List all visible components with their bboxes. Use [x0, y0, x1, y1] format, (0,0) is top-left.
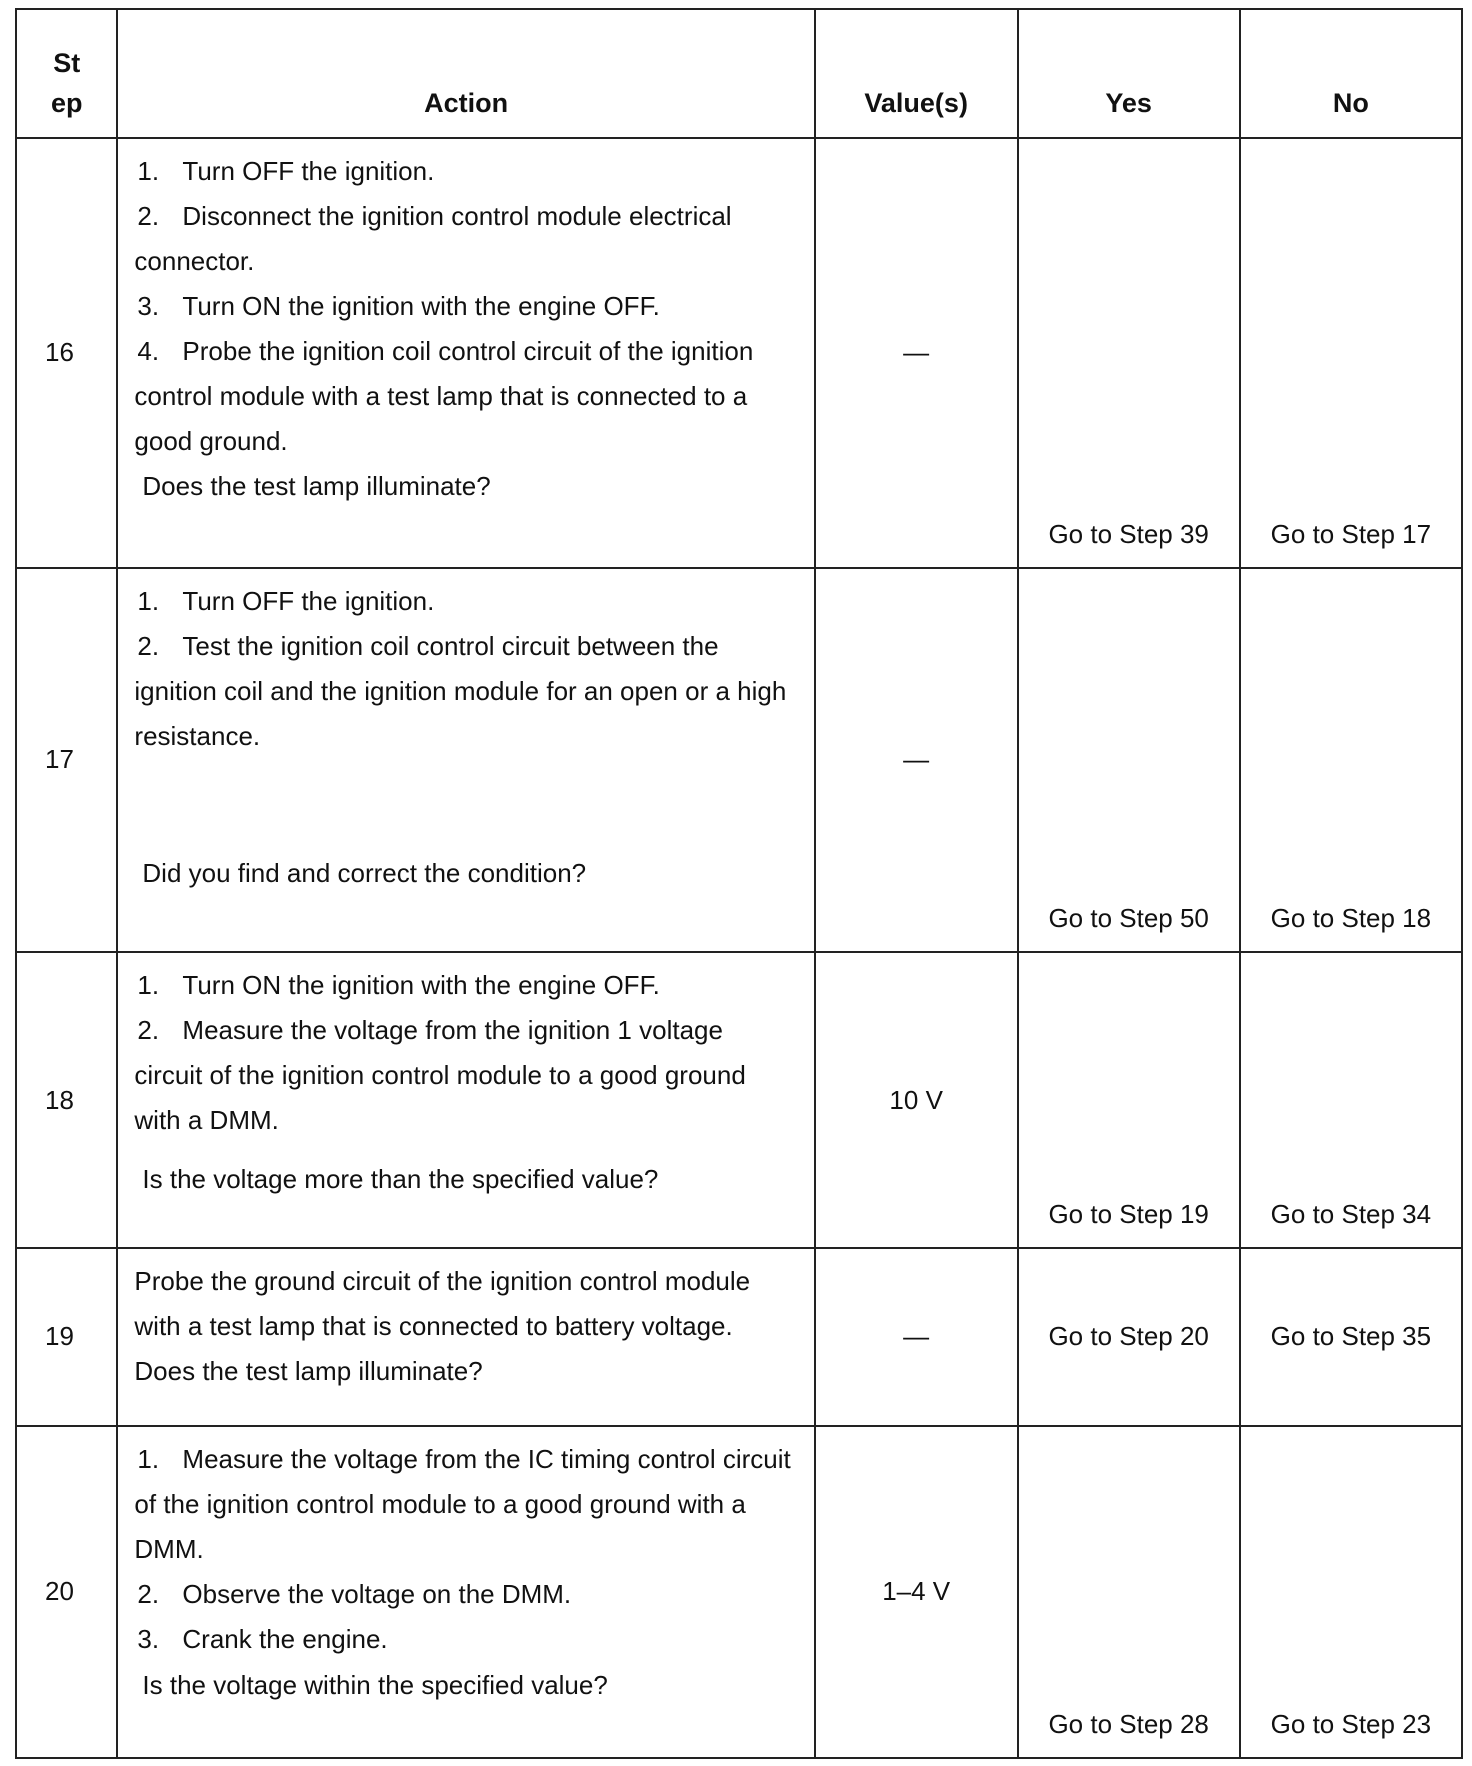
table-row	[16, 568, 1462, 952]
yes-go-to-step: Go to Step 50	[1018, 568, 1240, 952]
action-item: 1. Measure the voltage from the IC timing control circuit of the ignition control module to a good ground with a DMM.	[134, 1443, 791, 1564]
yes-go-to-step: Go to Step 20	[1018, 1248, 1240, 1425]
table-row	[16, 1426, 1462, 1758]
action-question: Does the test lamp illuminate?	[142, 471, 491, 501]
action-text: Probe the ground circuit of the ignition control module with a test lamp that is connected to battery voltage. Does the test lamp illuminate?	[134, 1266, 751, 1387]
action-list	[134, 1437, 797, 1662]
header-values: Value(s)	[815, 9, 1018, 138]
action-item: 2. Observe the voltage on the DMM.	[137, 1578, 572, 1609]
diagnostic-table	[15, 8, 1463, 1759]
header-step-line2: ep	[50, 88, 83, 118]
no-go-to-step: Go to Step 23	[1240, 1426, 1462, 1758]
header-no: No	[1240, 9, 1462, 138]
action-item: 1. Turn OFF the ignition.	[137, 156, 435, 186]
action-cell	[117, 1248, 814, 1425]
value-cell: 1–4 V	[815, 1426, 1018, 1758]
value-cell: —	[815, 138, 1018, 568]
yes-go-to-step: Go to Step 28	[1018, 1426, 1240, 1758]
no-go-to-step: Go to Step 35	[1240, 1248, 1462, 1425]
action-cell	[117, 138, 814, 568]
action-list	[134, 579, 797, 759]
action-item: 3. Turn ON the ignition with the engine OFF.	[137, 291, 660, 321]
step-number: 20	[16, 1426, 117, 1758]
action-cell	[117, 568, 814, 952]
header-step	[16, 9, 117, 138]
table-row	[16, 1248, 1462, 1425]
no-go-to-step: Go to Step 34	[1240, 952, 1462, 1248]
action-item: 1. Turn ON the ignition with the engine OFF.	[137, 969, 660, 1000]
action-question: Did you find and correct the condition?	[142, 857, 587, 888]
table-row	[16, 952, 1462, 1248]
step-number: 18	[16, 952, 117, 1248]
header-row	[16, 9, 1462, 138]
action-item: 1. Turn OFF the ignition.	[137, 585, 435, 616]
no-go-to-step: Go to Step 17	[1240, 138, 1462, 568]
table-row	[16, 138, 1462, 568]
action-list	[134, 963, 797, 1143]
action-item: 4. Probe the ignition coil control circuit of the ignition control module with a test lamp that is connected to a good ground.	[134, 336, 754, 456]
yes-go-to-step: Go to Step 19	[1018, 952, 1240, 1248]
step-number: 16	[16, 138, 117, 568]
header-step-line1: St	[53, 48, 81, 78]
action-cell	[117, 952, 814, 1248]
step-number: 17	[16, 568, 117, 952]
step-number: 19	[16, 1248, 117, 1425]
action-item: 2. Measure the voltage from the ignition 1 voltage circuit of the ignition control module to a good ground with a DMM.	[134, 1014, 746, 1135]
action-question: Is the voltage more than the specified value?	[142, 1163, 659, 1194]
header-action: Action	[117, 9, 814, 138]
action-item: 3. Crank the engine.	[137, 1623, 388, 1654]
action-list	[134, 149, 797, 464]
no-go-to-step: Go to Step 18	[1240, 568, 1462, 952]
value-cell: 10 V	[815, 952, 1018, 1248]
value-cell: —	[815, 568, 1018, 952]
header-yes: Yes	[1018, 9, 1240, 138]
yes-go-to-step: Go to Step 39	[1018, 138, 1240, 568]
action-item: 2. Disconnect the ignition control module electrical connector.	[134, 201, 732, 276]
action-question: Is the voltage within the specified value?	[142, 1669, 608, 1700]
action-cell	[117, 1426, 814, 1758]
value-cell: —	[815, 1248, 1018, 1425]
action-item: 2. Test the ignition coil control circuit between the ignition coil and the ignition module for an open or a high resistance.	[134, 630, 787, 751]
